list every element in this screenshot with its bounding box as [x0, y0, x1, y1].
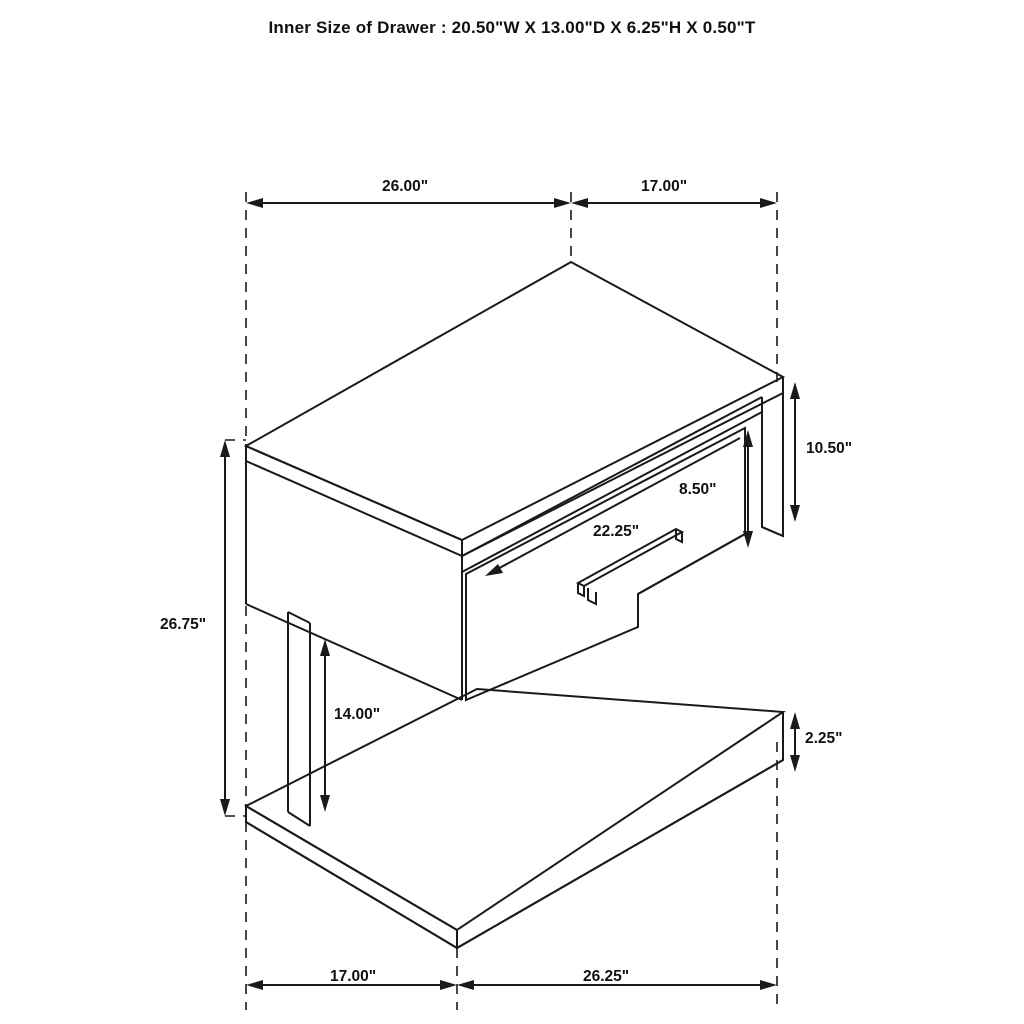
dimension-label-bottom-right: 26.25"	[583, 968, 630, 985]
dimension-label-shelf-clearance: 14.00"	[334, 706, 381, 723]
total-height-dimension	[220, 440, 246, 816]
case-body	[246, 461, 462, 700]
page-title: Inner Size of Drawer : 20.50"W X 13.00"D X 6.25"H X 0.50"T	[268, 18, 756, 37]
bottom-dimension-lines	[246, 980, 777, 990]
bottom-shelf	[246, 689, 783, 948]
dimension-label-top-right: 17.00"	[641, 178, 688, 195]
dimension-label-drawer-height: 8.50"	[679, 481, 717, 498]
dimension-label-top-left: 26.00"	[382, 178, 429, 195]
upper-right-height-dimension	[790, 382, 800, 522]
left-leg	[288, 612, 310, 826]
case-right-side	[762, 393, 783, 536]
extension-lines	[246, 192, 777, 1010]
dimension-label-bottom-left: 17.00"	[330, 968, 377, 985]
shelf-thickness-dimension	[790, 712, 800, 772]
top-dimension-lines	[246, 198, 777, 208]
dimension-label-drawer-width: 22.25"	[593, 523, 640, 540]
shelf-clearance-dimension	[320, 639, 330, 812]
dimension-label-right-upper: 10.50"	[806, 440, 853, 457]
top-panel	[246, 262, 783, 556]
dimension-label-total-height: 26.75"	[160, 616, 207, 633]
drawer-width-dimension	[485, 438, 740, 576]
dimension-label-shelf-thickness: 2.25"	[805, 730, 843, 747]
